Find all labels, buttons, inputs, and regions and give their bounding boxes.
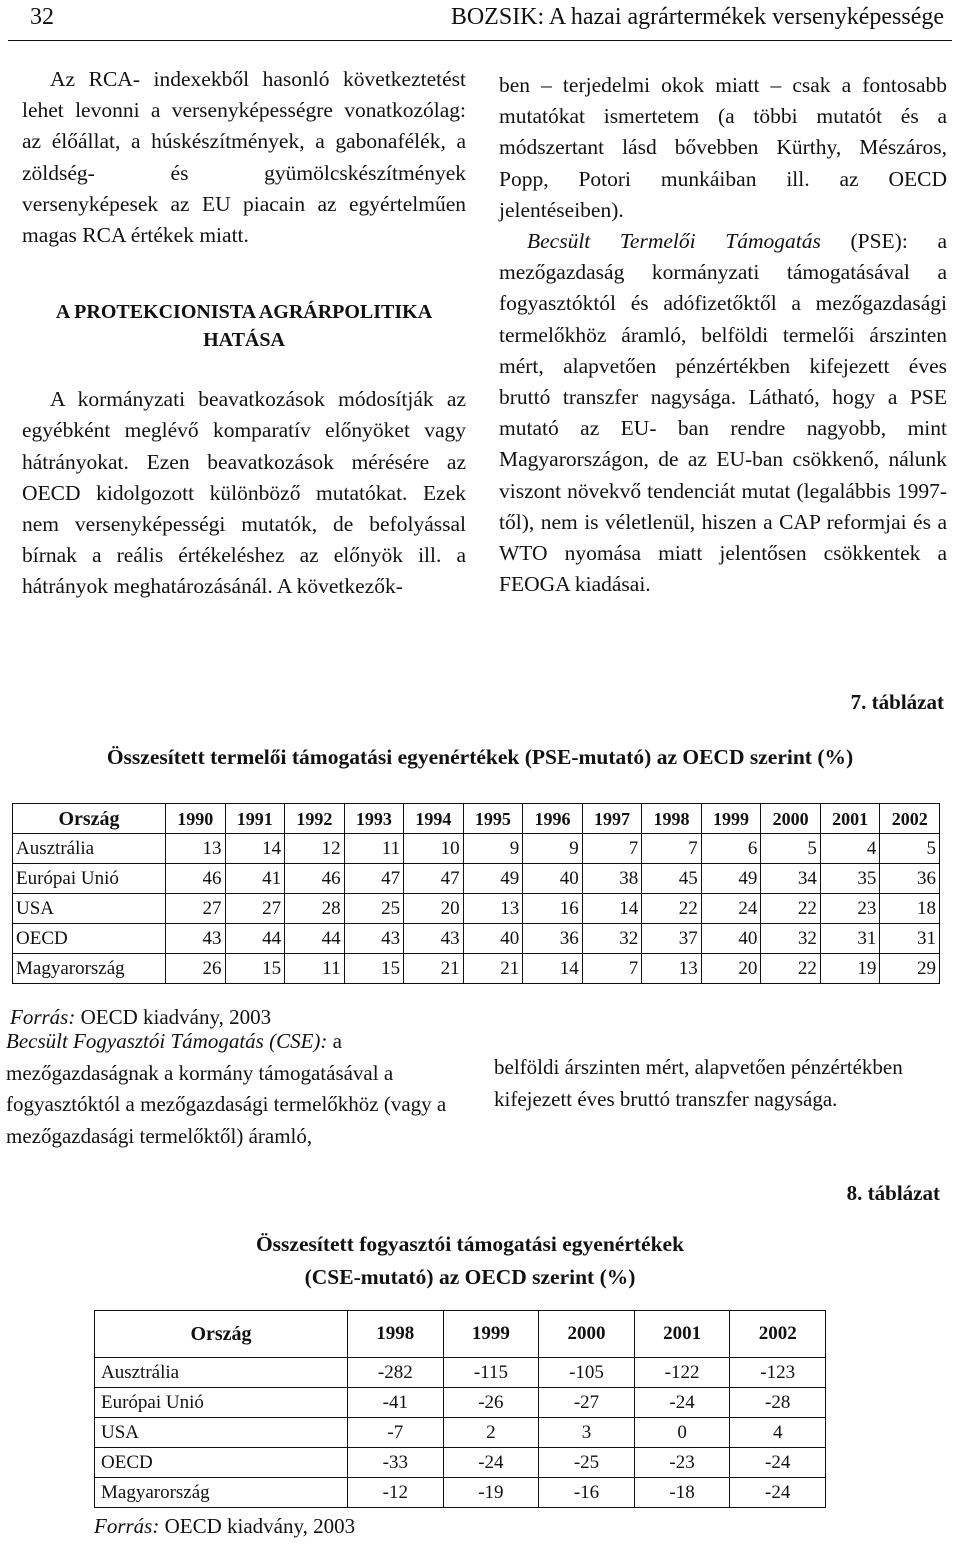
right-column xyxy=(499,70,947,600)
pse-cell: 4 xyxy=(820,834,880,864)
cse-year-header: 1998 xyxy=(348,1311,444,1358)
cse-table-row xyxy=(95,1418,826,1448)
cse-cell: -105 xyxy=(539,1358,635,1388)
pse-country-header: Ország xyxy=(13,804,166,834)
cse-table-row xyxy=(95,1478,826,1508)
pse-year-header: 1998 xyxy=(642,804,702,834)
source-label: Forrás: xyxy=(94,1514,160,1538)
pse-cell: 18 xyxy=(880,894,940,924)
pse-cell: 47 xyxy=(344,864,404,894)
cse-cell: -282 xyxy=(348,1358,444,1388)
pse-cell: 34 xyxy=(761,864,821,894)
pse-cell: 10 xyxy=(404,834,464,864)
pse-year-header: 1993 xyxy=(344,804,404,834)
pse-cell: 6 xyxy=(701,834,761,864)
cse-cell: -41 xyxy=(348,1388,444,1418)
pse-cell: 44 xyxy=(285,924,345,954)
pse-cell: 47 xyxy=(404,864,464,894)
pse-cell: 27 xyxy=(166,894,226,924)
pse-cell: 49 xyxy=(463,864,523,894)
pse-cell: 28 xyxy=(285,894,345,924)
cse-cell: -7 xyxy=(348,1418,444,1448)
pse-cell: 7 xyxy=(642,834,702,864)
pse-row-country: USA xyxy=(13,894,166,924)
cse-paragraph-right: belföldi árszinten mért, alapvetően pénzértékben kifejezett éves bruttó transzfer nagysága. xyxy=(494,1055,903,1111)
cse-country-header: Ország xyxy=(95,1311,348,1358)
pse-cell: 20 xyxy=(701,954,761,984)
pse-row-country: OECD xyxy=(13,924,166,954)
pse-row-country: Magyarország xyxy=(13,954,166,984)
rca-paragraph: Az RCA- indexekből hasonló következtetést lehet levonni a versenyképességre vonatkozólag: az élőállat, a húskészítmények, a gabonafélék, a zöldség- és gyümölcskészítmények versenyképesek az EU piacain az egyértelműen magas RCA értékek miatt. xyxy=(22,67,466,248)
table-8-title-line1: Összesített fogyasztói támogatási egyenértékek xyxy=(255,1232,685,1256)
pse-year-header: 1994 xyxy=(404,804,464,834)
cse-cell: -12 xyxy=(348,1478,444,1508)
pse-cell: 37 xyxy=(642,924,702,954)
pse-table-row xyxy=(13,864,940,894)
cse-year-header: 2002 xyxy=(730,1311,826,1358)
pse-cell: 14 xyxy=(523,954,583,984)
pse-cell: 31 xyxy=(820,924,880,954)
pse-cell: 36 xyxy=(523,924,583,954)
cse-cell: -115 xyxy=(443,1358,539,1388)
pse-table-row xyxy=(13,954,940,984)
cse-cell: 4 xyxy=(730,1418,826,1448)
cse-row-country: Európai Unió xyxy=(95,1388,348,1418)
pse-paragraph xyxy=(499,226,947,600)
pse-cell: 38 xyxy=(582,864,642,894)
cse-cell: -27 xyxy=(539,1388,635,1418)
pse-cell: 44 xyxy=(225,924,285,954)
table-8-title-line2: (CSE-mutató) az OECD szerint (%) xyxy=(304,1265,636,1289)
pse-year-header: 1991 xyxy=(225,804,285,834)
pse-cell: 14 xyxy=(582,894,642,924)
pse-cell: 5 xyxy=(880,834,940,864)
pse-cell: 27 xyxy=(225,894,285,924)
cse-row-country: Magyarország xyxy=(95,1478,348,1508)
pse-cell: 11 xyxy=(285,954,345,984)
pse-year-header: 1995 xyxy=(463,804,523,834)
source-label: Forrás: xyxy=(10,1005,76,1029)
pse-table-row xyxy=(13,924,940,954)
cse-definition-left: a mezőgazdaságnak a kormány támogatásával a fogyasztóktól a mezőgazdasági termelőkhöz (vagy a mezőgazdasági termelőktől) áramló, xyxy=(6,1029,447,1148)
table-7-number: 7. táblázat xyxy=(850,690,944,714)
cse-table-row xyxy=(95,1388,826,1418)
pse-table-row xyxy=(13,894,940,924)
intervention-paragraph: A kormányzati beavatkozások módosítják az egyébként meglévő komparatív előnyöket vagy hátrányokat. Ezen beavatkozások mérésére az OECD kidolgozott különböző mutatókat. Ezek nem versenyképességi mutatók, de befolyással bírnak a reális értékeléshez az előnyök ill. a hátrányok meghatározásánál. A következők- xyxy=(22,387,466,599)
pse-year-header: 2002 xyxy=(880,804,940,834)
pse-cell: 9 xyxy=(463,834,523,864)
pse-cell: 32 xyxy=(761,924,821,954)
pse-cell: 31 xyxy=(880,924,940,954)
table-8-title xyxy=(120,1228,820,1294)
pse-cell: 45 xyxy=(642,864,702,894)
source-text: OECD kiadvány, 2003 xyxy=(75,1005,272,1029)
cse-cell: -122 xyxy=(634,1358,730,1388)
table-7-title: Összesített termelői támogatási egyenértékek (PSE-mutató) az OECD szerint (%) xyxy=(106,745,854,769)
pse-cell: 20 xyxy=(404,894,464,924)
pse-cell: 32 xyxy=(582,924,642,954)
cse-table-row xyxy=(95,1358,826,1388)
pse-cell: 24 xyxy=(701,894,761,924)
pse-cell: 22 xyxy=(761,894,821,924)
cse-cell: -33 xyxy=(348,1448,444,1478)
pse-row-country: Európai Unió xyxy=(13,864,166,894)
pse-cell: 35 xyxy=(820,864,880,894)
pse-cell: 21 xyxy=(463,954,523,984)
pse-cell: 19 xyxy=(820,954,880,984)
pse-cell: 40 xyxy=(701,924,761,954)
cse-cell: -28 xyxy=(730,1388,826,1418)
cse-table-row xyxy=(95,1448,826,1478)
pse-term: Becsült Termelői Támogatás xyxy=(527,229,821,254)
pse-cell: 5 xyxy=(761,834,821,864)
pse-table xyxy=(12,803,940,984)
pse-cell: 46 xyxy=(166,864,226,894)
pse-cell: 16 xyxy=(523,894,583,924)
cse-cell: 2 xyxy=(443,1418,539,1448)
page-header xyxy=(8,0,952,41)
pse-cell: 43 xyxy=(166,924,226,954)
source-text: OECD kiadvány, 2003 xyxy=(159,1514,356,1538)
pse-cell: 29 xyxy=(880,954,940,984)
pse-cell: 26 xyxy=(166,954,226,984)
cse-cell: -18 xyxy=(634,1478,730,1508)
cse-cell: -16 xyxy=(539,1478,635,1508)
pse-cell: 12 xyxy=(285,834,345,864)
cse-cell: -24 xyxy=(730,1478,826,1508)
cse-cell: -19 xyxy=(443,1478,539,1508)
pse-cell: 49 xyxy=(701,864,761,894)
table-8-source xyxy=(94,1514,355,1539)
cse-cell: -24 xyxy=(634,1388,730,1418)
cse-cell: -123 xyxy=(730,1358,826,1388)
pse-table-row xyxy=(13,834,940,864)
pse-cell: 41 xyxy=(225,864,285,894)
left-column xyxy=(22,64,466,603)
cse-year-header: 2000 xyxy=(539,1311,635,1358)
pse-year-header: 1990 xyxy=(166,804,226,834)
pse-definition: (PSE): a mezőgazdaság kormányzati támogatásával a fogyasztóktól és adófizetőktől a mezőgazdasági termelőkhöz áramló, belföldi termelői árszinten mért, alapvetően pénzértékben kifejezett éves bruttó transzfer nagysága. Látható, hogy a PSE mutató az EU- ban rendre nagyobb, mint Magyarországon, de az EU-ban csökkenő, nálunk viszont növekvő tendenciát mutat (legalábbis 1997-től), nem is véletlenül, hiszen a CAP reformjai és a WTO nyomása miatt jelentősen csökkentek a FEOGA kiadásai. xyxy=(499,229,947,597)
pse-cell: 9 xyxy=(523,834,583,864)
cse-row-country: Ausztrália xyxy=(95,1358,348,1388)
pse-cell: 13 xyxy=(463,894,523,924)
pse-cell: 7 xyxy=(582,834,642,864)
cse-cell: -23 xyxy=(634,1448,730,1478)
pse-cell: 43 xyxy=(344,924,404,954)
pse-cell: 11 xyxy=(344,834,404,864)
cse-table-header-row xyxy=(95,1311,826,1358)
pse-cell: 13 xyxy=(642,954,702,984)
pse-cell: 46 xyxy=(285,864,345,894)
pse-cell: 40 xyxy=(523,864,583,894)
cse-cell: 0 xyxy=(634,1418,730,1448)
pse-cell: 40 xyxy=(463,924,523,954)
table-8-number: 8. táblázat xyxy=(846,1181,940,1205)
pse-year-header: 2001 xyxy=(820,804,880,834)
pse-cell: 21 xyxy=(404,954,464,984)
pse-table-header-row xyxy=(13,804,940,834)
pse-cell: 15 xyxy=(225,954,285,984)
pse-year-header: 1999 xyxy=(701,804,761,834)
cse-paragraph-left xyxy=(6,1026,464,1152)
pse-cell: 14 xyxy=(225,834,285,864)
pse-cell: 22 xyxy=(642,894,702,924)
indicators-paragraph: ben – terjedelmi okok miatt – csak a fontosabb mutatókat ismertetem (a többi mutatót és a módszertant lásd bővebben Kürthy, Mészáros, Popp, Potori munkáiban ill. az OECD jelentéseiben). xyxy=(499,73,947,222)
pse-year-header: 2000 xyxy=(761,804,821,834)
pse-row-country: Ausztrália xyxy=(13,834,166,864)
cse-cell: -25 xyxy=(539,1448,635,1478)
pse-cell: 23 xyxy=(820,894,880,924)
pse-cell: 43 xyxy=(404,924,464,954)
cse-year-header: 2001 xyxy=(634,1311,730,1358)
pse-cell: 15 xyxy=(344,954,404,984)
cse-cell: -24 xyxy=(730,1448,826,1478)
pse-cell: 36 xyxy=(880,864,940,894)
cse-table xyxy=(94,1310,826,1508)
cse-year-header: 1999 xyxy=(443,1311,539,1358)
pse-cell: 25 xyxy=(344,894,404,924)
pse-year-header: 1992 xyxy=(285,804,345,834)
pse-cell: 22 xyxy=(761,954,821,984)
pse-cell: 7 xyxy=(582,954,642,984)
cse-cell: 3 xyxy=(539,1418,635,1448)
cse-row-country: OECD xyxy=(95,1448,348,1478)
page-number: 32 xyxy=(30,4,54,30)
pse-cell: 13 xyxy=(166,834,226,864)
pse-year-header: 1996 xyxy=(523,804,583,834)
cse-cell: -24 xyxy=(443,1448,539,1478)
cse-cell: -26 xyxy=(443,1388,539,1418)
running-head: BOZSIK: A hazai agrártermékek versenyképessége xyxy=(450,4,944,30)
cse-row-country: USA xyxy=(95,1418,348,1448)
cse-term: Becsült Fogyasztói Támogatás (CSE): xyxy=(6,1029,328,1053)
pse-year-header: 1997 xyxy=(582,804,642,834)
section-heading: A PROTEKCIONISTA AGRÁRPOLITIKA HATÁSA xyxy=(55,301,433,352)
